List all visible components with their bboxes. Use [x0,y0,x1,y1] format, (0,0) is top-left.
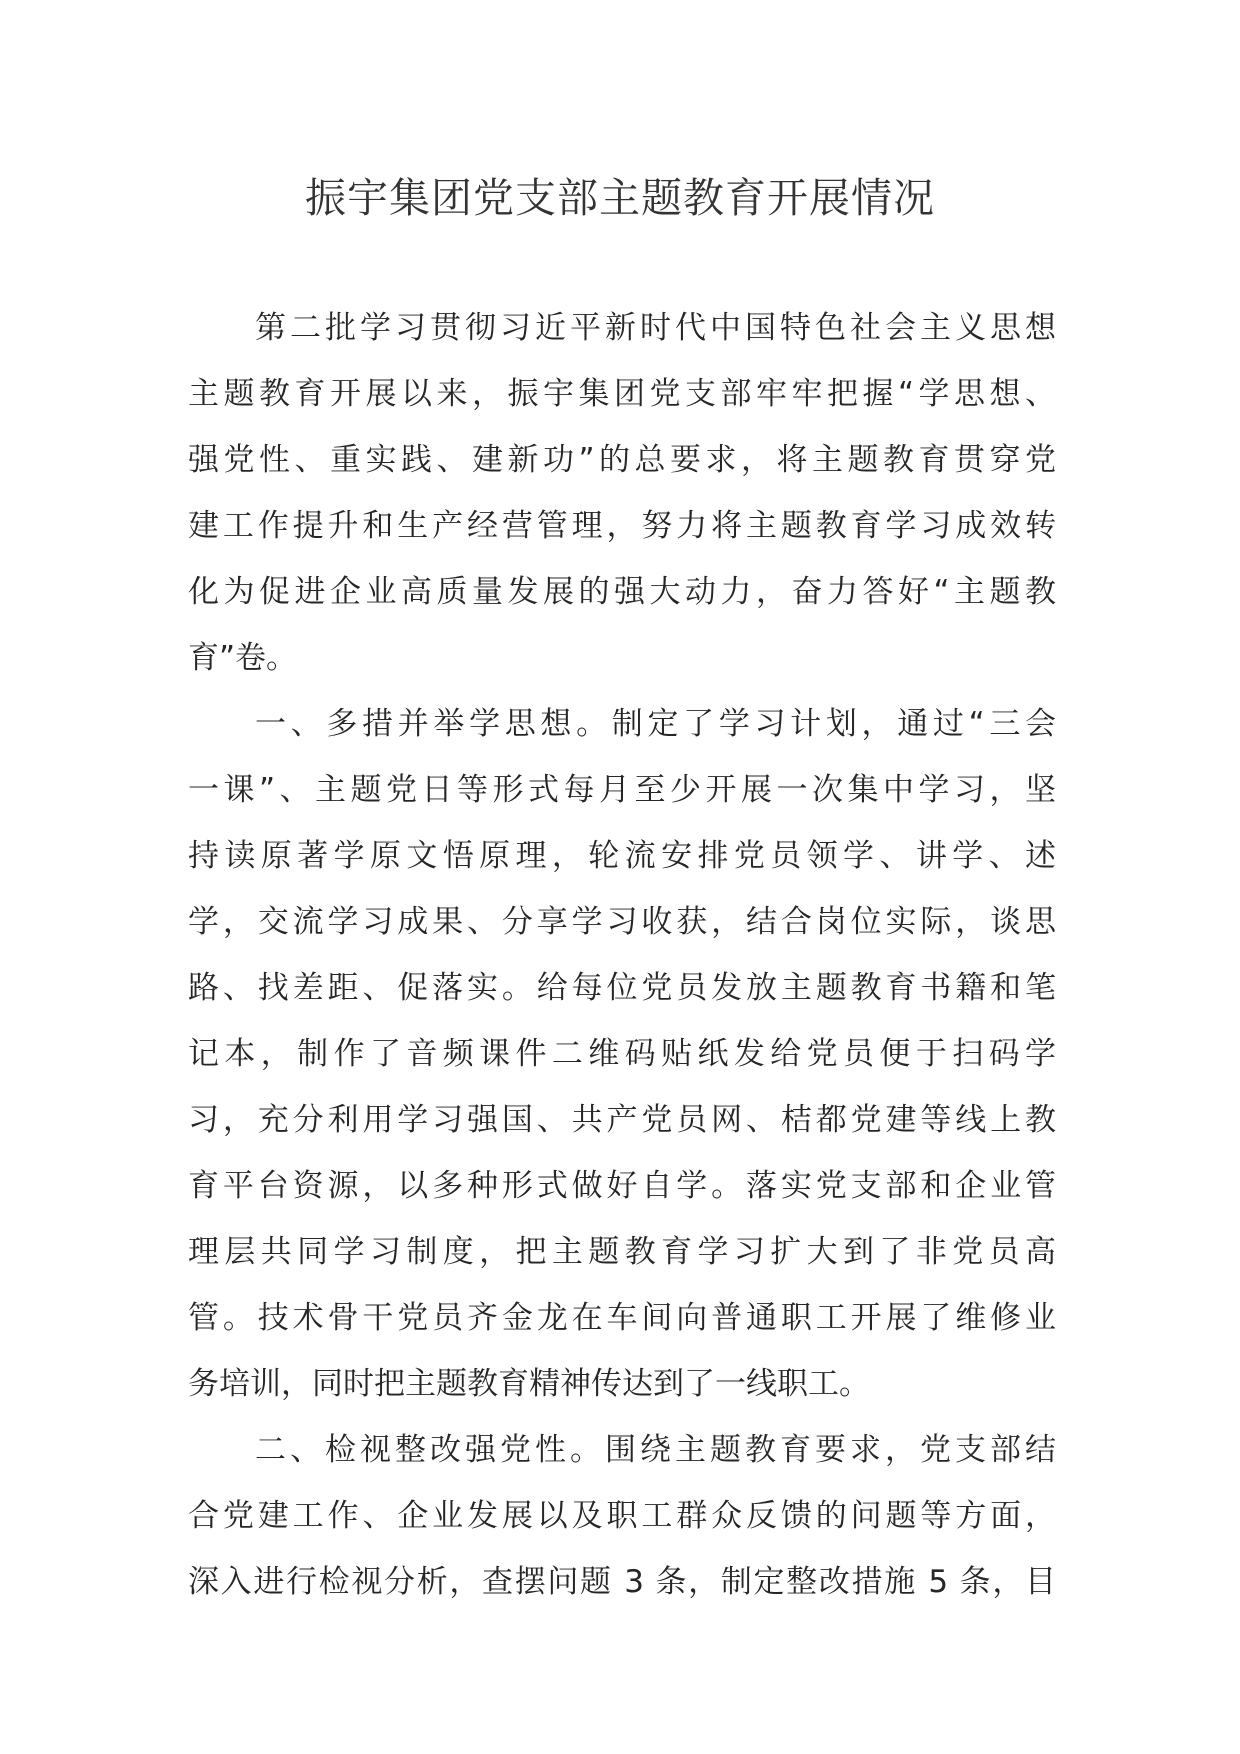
paragraph-line: 持读原著学原文悟原理，轮流安排党员领学、讲学、述 [188,838,1056,874]
paragraph-line: 习，充分利用学习强国、共产党员网、桔都党建等线上教 [188,1102,1056,1138]
paragraph-line: 育平台资源，以多种形式做好自学。落实党支部和企业管 [188,1168,1056,1204]
paragraph-line: 化为促进企业高质量发展的强大动力，奋力答好“主题教 [188,574,1056,610]
paragraph-line: 第二批学习贯彻习近平新时代中国特色社会主义思想 [255,310,1056,346]
paragraph-line: 主题教育开展以来，振宇集团党支部牢牢把握“学思想、 [188,376,1056,412]
paragraph-line: 务培训，同时把主题教育精神传达到了一线职工。 [188,1366,870,1402]
paragraph-line: 育”卷。 [188,640,298,676]
paragraph-line: 一课”、主题党日等形式每月至少开展一次集中学习，坚 [188,772,1056,808]
paragraph-line: 学，交流学习成果、分享学习收获，结合岗位实际，谈思 [188,904,1056,940]
paragraph-line: 管。技术骨干党员齐金龙在车间向普通职工开展了维修业 [188,1300,1056,1336]
paragraph-line: 建工作提升和生产经营管理，努力将主题教育学习成效转 [188,508,1056,544]
document-body [188,295,1056,1615]
paragraph-line: 理层共同学习制度，把主题教育学习扩大到了非党员高 [188,1234,1056,1270]
paragraph-line: 一、多措并举学思想。制定了学习计划，通过“三会 [255,706,1056,742]
paragraph-line: 路、找差距、促落实。给每位党员发放主题教育书籍和笔 [188,970,1056,1006]
paragraph-line: 深入进行检视分析，查摆问题 3 条，制定整改措施 5 条，目 [188,1564,1056,1600]
paragraph-line: 二、检视整改强党性。围绕主题教育要求，党支部结 [255,1432,1056,1468]
paragraph-line: 合党建工作、企业发展以及职工群众反馈的问题等方面， [188,1498,1056,1534]
document-title: 振宇集团党支部主题教育开展情况 [305,174,935,222]
paragraph-line: 强党性、重实践、建新功”的总要求，将主题教育贯穿党 [188,442,1056,478]
paragraph-line: 记本，制作了音频课件二维码贴纸发给党员便于扫码学 [188,1036,1056,1072]
